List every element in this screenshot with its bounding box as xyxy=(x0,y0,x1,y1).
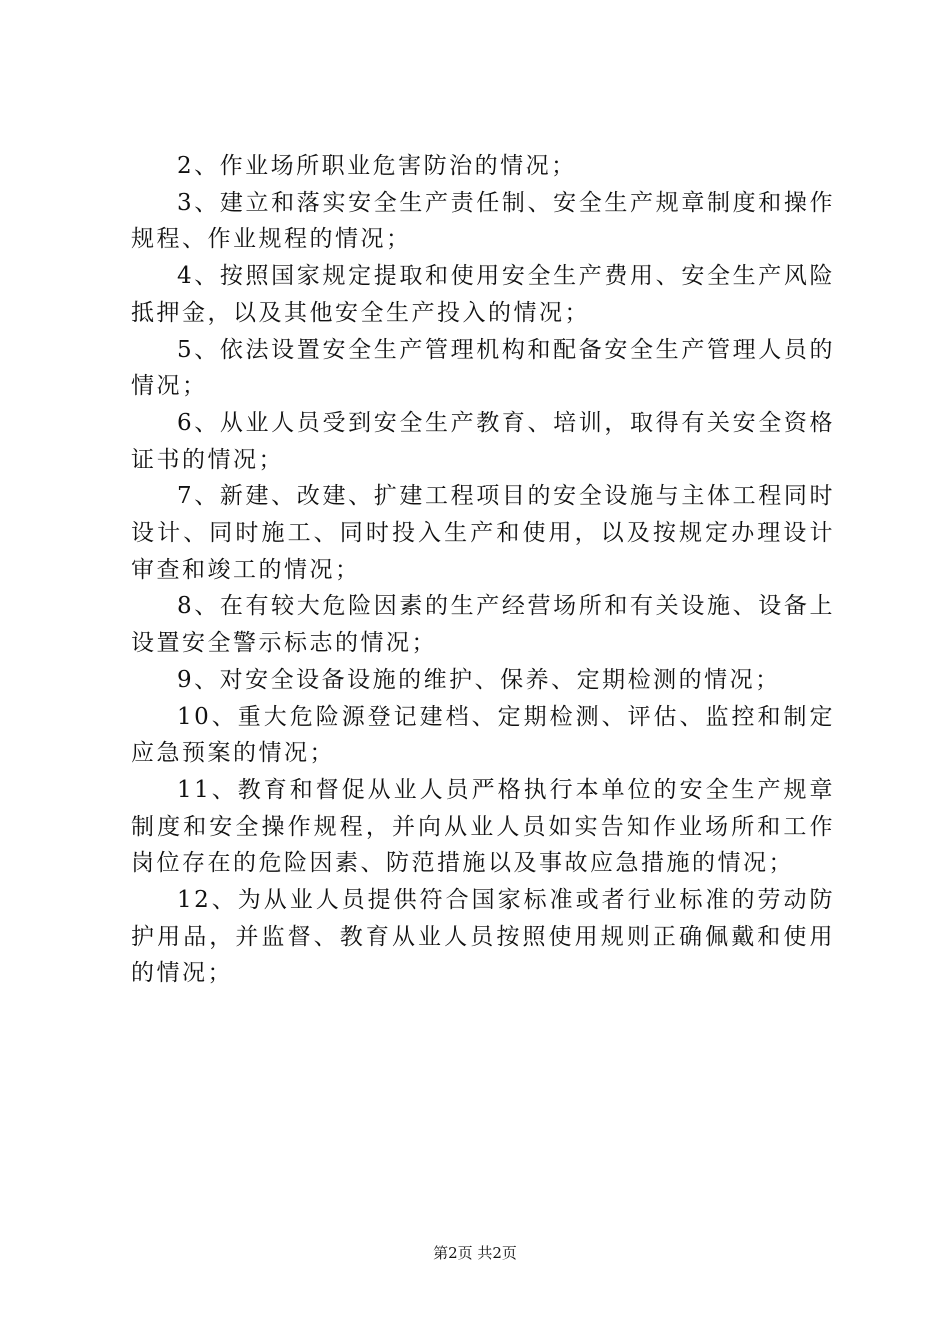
paragraph-item-4: 4、按照国家规定提取和使用安全生产费用、安全生产风险抵押金，以及其他安全生产投入的情况； xyxy=(131,263,835,326)
paragraph-item-10: 10、重大危险源登记建档、定期检测、评估、监控和制定应急预案的情况； xyxy=(131,703,835,767)
paragraph-item-11: 11、教育和督促从业人员严格执行本单位的安全生产规章制度和安全操作规程，并向从业人员如实告知作业场所和工作岗位存在的危险因素、防范措施以及事故应急措施的情况； xyxy=(131,776,835,877)
paragraph-item-5: 5、依法设置安全生产管理机构和配备安全生产管理人员的情况； xyxy=(131,336,835,400)
paragraph-item-3: 3、建立和落实安全生产责任制、安全生产规章制度和操作规程、作业规程的情况； xyxy=(131,189,835,253)
paragraph-item-2: 2、作业场所职业危害防治的情况； xyxy=(177,153,577,179)
paragraph-item-7: 7、新建、改建、扩建工程项目的安全设施与主体工程同时设计、同时施工、同时投入生产和使用，以及按规定办理设计审查和竣工的情况； xyxy=(131,483,835,583)
paragraph-item-9: 9、对安全设备设施的维护、保养、定期检测的情况； xyxy=(177,666,781,693)
document-body xyxy=(131,148,835,992)
page-footer: 第2页 共2页 xyxy=(433,1244,517,1262)
paragraph-item-6: 6、从业人员受到安全生产教育、培训，取得有关安全资格证书的情况； xyxy=(131,409,835,473)
paragraph-item-12: 12、为从业人员提供符合国家标准或者行业标准的劳动防护用品，并监督、教育从业人员按照使用规则正确佩戴和使用的情况； xyxy=(131,887,835,987)
paragraph-item-8: 8、在有较大危险因素的生产经营场所和有关设施、设备上设置安全警示标志的情况； xyxy=(131,593,835,657)
